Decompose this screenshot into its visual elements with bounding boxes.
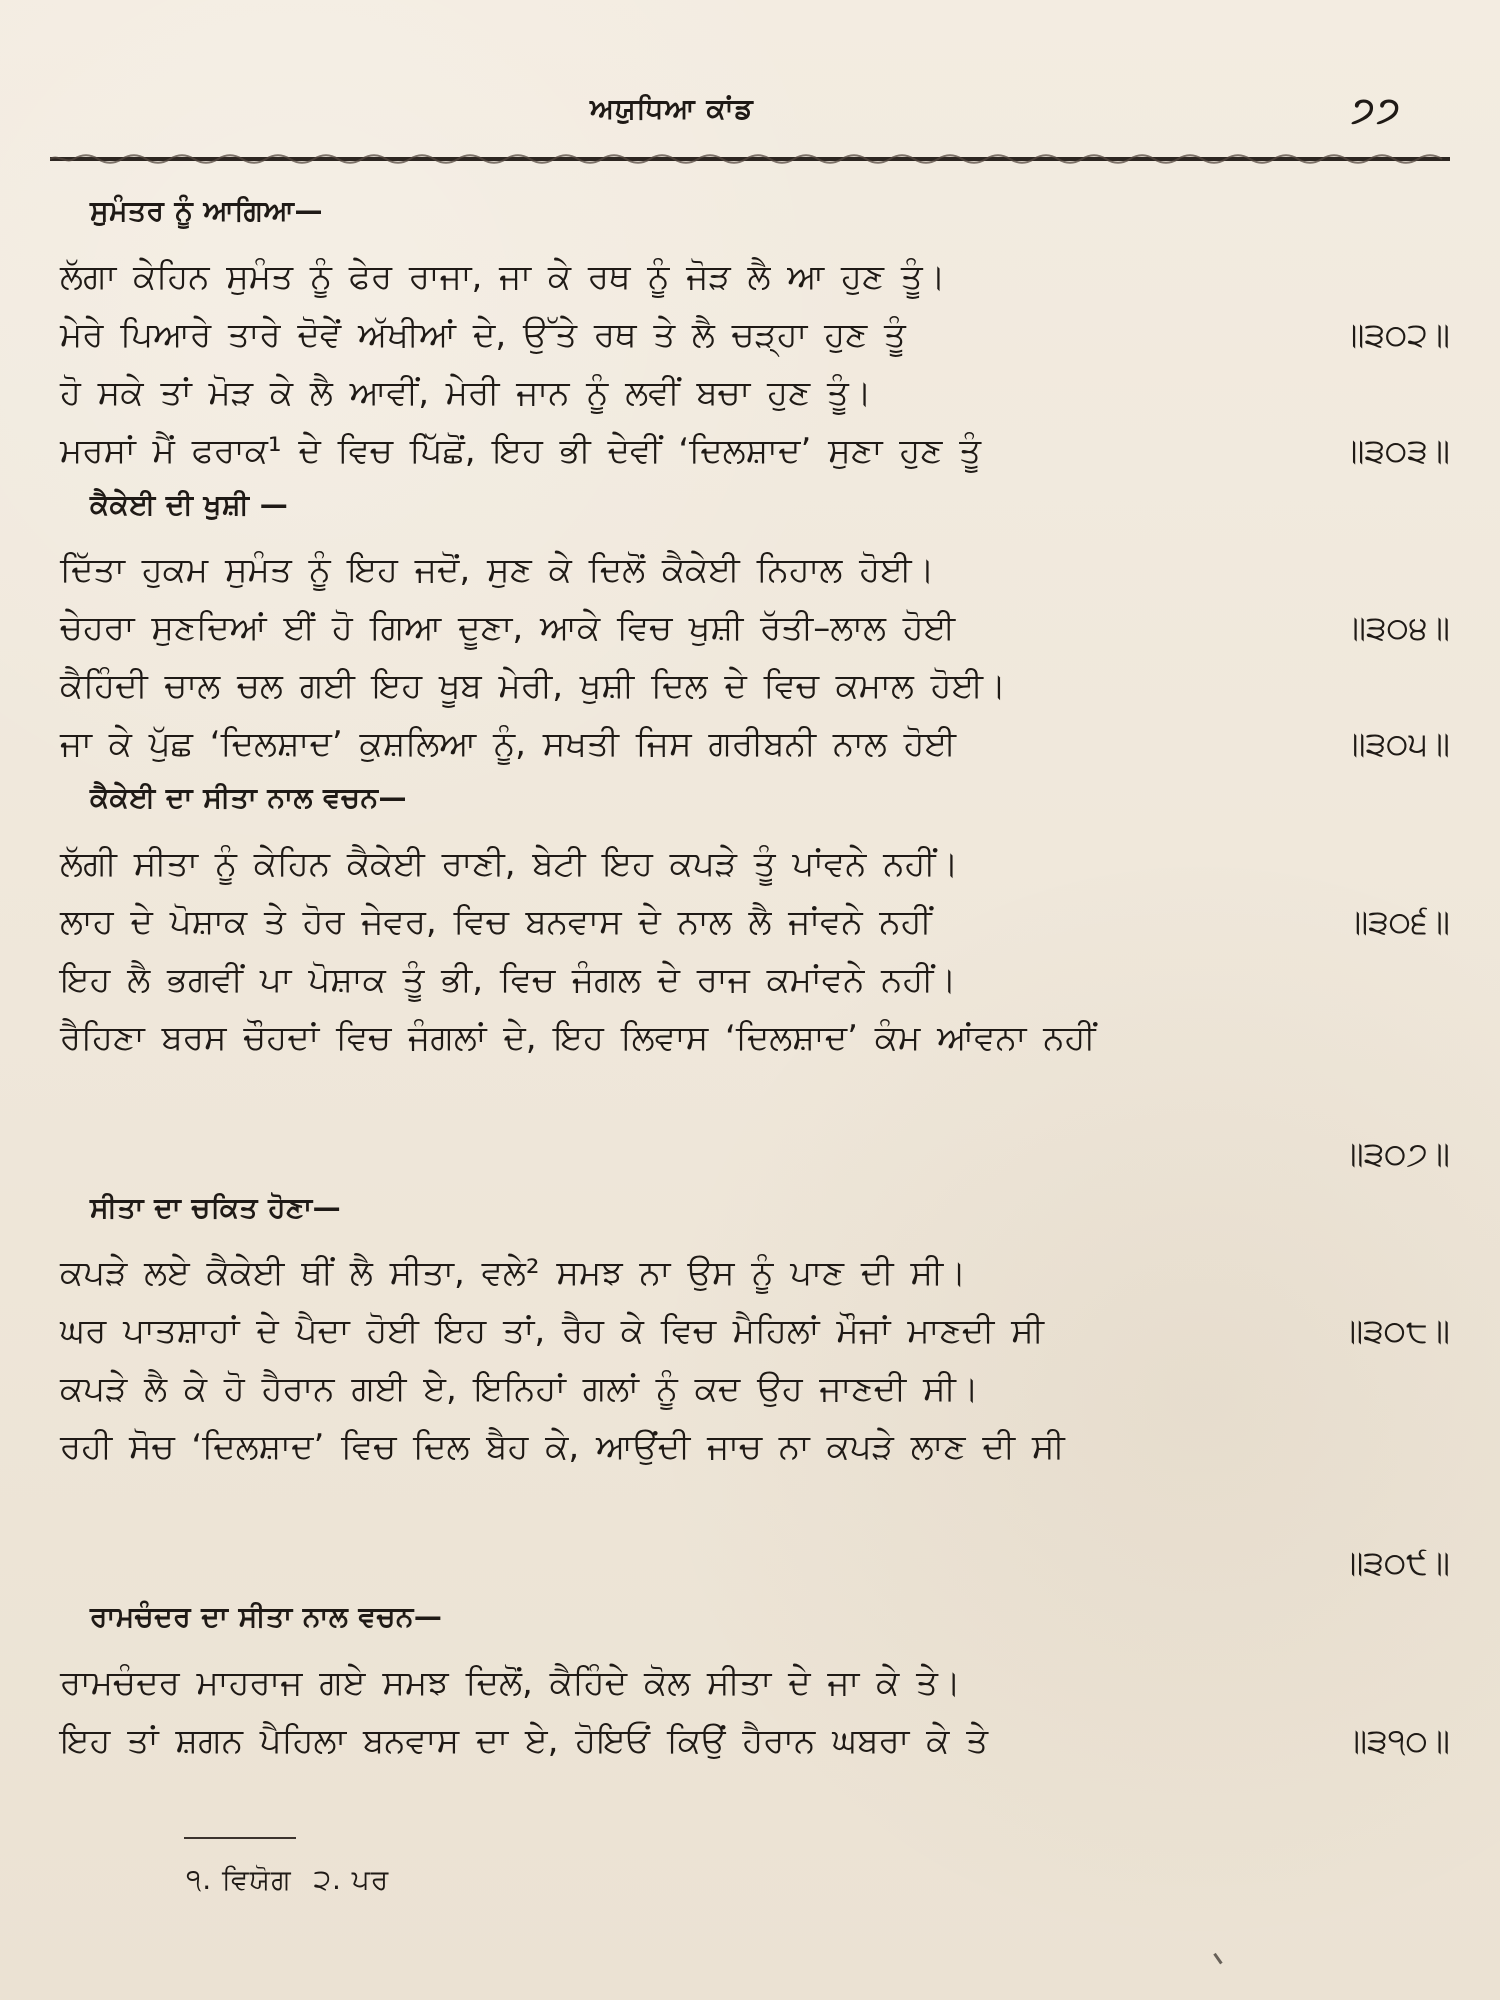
verse-line	[60, 306, 1450, 364]
verse-number: ॥੩੦੮॥	[1341, 1311, 1450, 1351]
verse-number: ॥੩੦੬॥	[1346, 901, 1450, 941]
verse-text: ਲੱਗਾ ਕੇਹਿਨ ਸੁਮੰਤ ਨੂੰ ਫੇਰ ਰਾਜਾ, ਜਾ ਕੇ ਰਥ ਨੂੰ ਜੋੜ ਲੈ ਆ ਹੁਣ ਤੂੰ।	[60, 256, 946, 297]
verse-line	[60, 541, 1450, 599]
verse-line	[60, 1654, 1450, 1712]
verse-text: ਰਾਮਚੰਦਰ ਮਾਹਰਾਜ ਗਏ ਸਮਝ ਦਿਲੋਂ, ਕੈਹਿੰਦੇ ਕੋਲ ਸੀਤਾ ਦੇ ਜਾ ਕੇ ਤੇ।	[60, 1662, 961, 1703]
verse-text: ਕਪੜੇ ਲੈ ਕੇ ਹੋ ਹੈਰਾਨ ਗਈ ਏ, ਇਨਿਹਾਂ ਗਲਾਂ ਨੂੰ ਕਦ ਉਹ ਜਾਣਦੀ ਸੀ।	[60, 1369, 979, 1410]
verse-line	[60, 422, 1450, 480]
verse-text: ਕਪੜੇ ਲਏ ਕੈਕੇਈ ਥੀਂ ਲੈ ਸੀਤਾ, ਵਲੇ² ਸਮਝ ਨਾ ਉਸ ਨੂੰ ਪਾਣ ਦੀ ਸੀ।	[60, 1253, 967, 1294]
verse-text: ਦਿੱਤਾ ਹੁਕਮ ਸੁਮੰਤ ਨੂੰ ਇਹ ਜਦੋਂ, ਸੁਣ ਕੇ ਦਿਲੋਂ ਕੈਕੇਈ ਨਿਹਾਲ ਹੋਈ।	[60, 550, 935, 591]
verse-number-line	[60, 1476, 1450, 1592]
verse-text: ਇਹ ਲੈ ਭਗਵੀਂ ਪਾ ਪੋਸ਼ਾਕ ਤੂੰ ਭੀ, ਵਿਚ ਜੰਗਲ ਦੇ ਰਾਜ ਕਮਾਂਵਨੇ ਨਹੀਂ।	[60, 959, 957, 1000]
verse-text: ਘਰ ਪਾਤਸ਼ਾਹਾਂ ਦੇ ਪੈਦਾ ਹੋਈ ਇਹ ਤਾਂ, ਰੈਹ ਕੇ ਵਿਚ ਮੈਹਿਲਾਂ ਮੌਜਾਂ ਮਾਣਦੀ ਸੀ	[60, 1311, 1045, 1352]
verse-text: ਰਹੀ ਸੋਚ ‘ਦਿਲਸ਼ਾਦ’ ਵਿਚ ਦਿਲ ਬੈਹ ਕੇ, ਆਉਂਦੀ ਜਾਚ ਨਾ ਕਪੜੇ ਲਾਣ ਦੀ ਸੀ	[60, 1427, 1065, 1468]
poem-content	[60, 186, 1450, 1770]
verse-line	[60, 1244, 1450, 1302]
verse-number: ॥੩੦੭॥	[1341, 1133, 1450, 1173]
verse-line	[60, 715, 1450, 773]
verse-line	[60, 657, 1450, 715]
verse-text: ਲੱਗੀ ਸੀਤਾ ਨੂੰ ਕੇਹਿਨ ਕੈਕੇਈ ਰਾਣੀ, ਬੇਟੀ ਇਹ ਕਪੜੇ ਤੂੰ ਪਾਂਵਨੇ ਨਹੀਂ।	[60, 843, 959, 884]
section-heading-3: ਕੈਕੇਈ ਦਾ ਸੀਤਾ ਨਾਲ ਵਚਨ—	[90, 781, 408, 815]
verse-text: ਜਾ ਕੇ ਪੁੱਛ ‘ਦਿਲਸ਼ਾਦ’ ਕੁਸ਼ਲਿਆ ਨੂੰ, ਸਖਤੀ ਜਿਸ ਗਰੀਬਨੀ ਨਾਲ ਹੋਈ	[60, 724, 957, 765]
verse-line	[60, 248, 1450, 306]
verse-line	[60, 1360, 1450, 1418]
verse-line	[60, 951, 1450, 1009]
verse-number: ॥੩੦੯॥	[1341, 1543, 1450, 1583]
verse-line	[60, 1418, 1450, 1476]
page-number: ੭੭	[1351, 90, 1402, 131]
verse-text: ਮੇਰੇ ਪਿਆਰੇ ਤਾਰੇ ਦੋਵੇਂ ਅੱਖੀਆਂ ਦੇ, ਉੱਤੇ ਰਥ ਤੇ ਲੈ ਚੜ੍ਹਾ ਹੁਣ ਤੂੰ	[60, 314, 906, 355]
footnote-rule	[184, 1837, 296, 1839]
footnote-1: ੧. ਵਿਯੋਗ	[186, 1863, 292, 1896]
verse-text: ਇਹ ਤਾਂ ਸ਼ਗਨ ਪੈਹਿਲਾ ਬਨਵਾਸ ਦਾ ਏ, ਹੋਇਓਂ ਕਿਉਂ ਹੈਰਾਨ ਘਬਰਾ ਕੇ ਤੇ	[60, 1720, 988, 1761]
verse-line	[60, 599, 1450, 657]
section-heading-2: ਕੈਕੇਈ ਦੀ ਖੁਸ਼ੀ —	[90, 487, 289, 521]
section-heading-4: ਸੀਤਾ ਦਾ ਚਕਿਤ ਹੋਣਾ—	[90, 1190, 342, 1224]
verse-number: ॥੩੦੪॥	[1343, 608, 1450, 648]
verse-line	[60, 893, 1450, 951]
verse-number: ॥੩੦੩॥	[1342, 430, 1450, 470]
section-heading-1: ਸੁਮੰਤਰ ਨੂੰ ਆਗਿਆ—	[90, 194, 323, 227]
verse-text: ਚੇਹਰਾ ਸੁਣਦਿਆਂ ਈਂ ਹੋ ਗਿਆ ਦੂਣਾ, ਆਕੇ ਵਿਚ ਖੁਸ਼ੀ ਰੱਤੀ–ਲਾਲ ਹੋਈ	[60, 608, 956, 649]
verse-text: ਹੋ ਸਕੇ ਤਾਂ ਮੋੜ ਕੇ ਲੈ ਆਵੀਂ, ਮੇਰੀ ਜਾਨ ਨੂੰ ਲਵੀਂ ਬਚਾ ਹੁਣ ਤੂੰ।	[60, 372, 872, 413]
page-mark	[1213, 1944, 1235, 1965]
verse-line	[60, 1302, 1450, 1360]
verse-number: ॥੩੦੫॥	[1343, 724, 1450, 764]
verse-number: ॥੩੦੨॥	[1342, 314, 1450, 354]
verse-text: ਰੈਹਿਣਾ ਬਰਸ ਚੌਹਦਾਂ ਵਿਚ ਜੰਗਲਾਂ ਦੇ, ਇਹ ਲਿਵਾਸ ‘ਦਿਲਸ਼ਾਦ’ ਕੰਮ ਆਂਵਨਾ ਨਹੀਂ	[60, 1017, 1096, 1058]
decorative-header-rule	[50, 152, 1450, 166]
verse-line	[60, 1009, 1450, 1067]
verse-line	[60, 1712, 1450, 1770]
verse-line	[60, 364, 1450, 422]
page-header-title: ਅਯੁਧਿਆ ਕਾਂਡ	[590, 92, 754, 125]
verse-number-line	[60, 1067, 1450, 1183]
verse-text: ਕੈਹਿੰਦੀ ਚਾਲ ਚਲ ਗਈ ਇਹ ਖੂਬ ਮੇਰੀ, ਖੁਸ਼ੀ ਦਿਲ ਦੇ ਵਿਚ ਕਮਾਲ ਹੋਈ।	[60, 666, 1007, 707]
section-heading-5: ਰਾਮਚੰਦਰ ਦਾ ਸੀਤਾ ਨਾਲ ਵਚਨ—	[90, 1600, 443, 1634]
verse-number: ॥੩੧੦॥	[1344, 1720, 1450, 1760]
footnote	[186, 1863, 389, 1897]
verse-text: ਲਾਹ ਦੇ ਪੋਸ਼ਾਕ ਤੇ ਹੋਰ ਜੇਵਰ, ਵਿਚ ਬਨਵਾਸ ਦੇ ਨਾਲ ਲੈ ਜਾਂਵਨੇ ਨਹੀਂ	[60, 901, 932, 942]
footnote-2: ੨. ਪਰ	[313, 1863, 390, 1896]
verse-line	[60, 835, 1450, 893]
verse-text: ਮਰਸਾਂ ਮੈਂ ਫਰਾਕ¹ ਦੇ ਵਿਚ ਪਿੱਛੋਂ, ਇਹ ਭੀ ਦੇਵੀਂ ‘ਦਿਲਸ਼ਾਦ’ ਸੁਣਾ ਹੁਣ ਤੂੰ	[60, 430, 981, 471]
